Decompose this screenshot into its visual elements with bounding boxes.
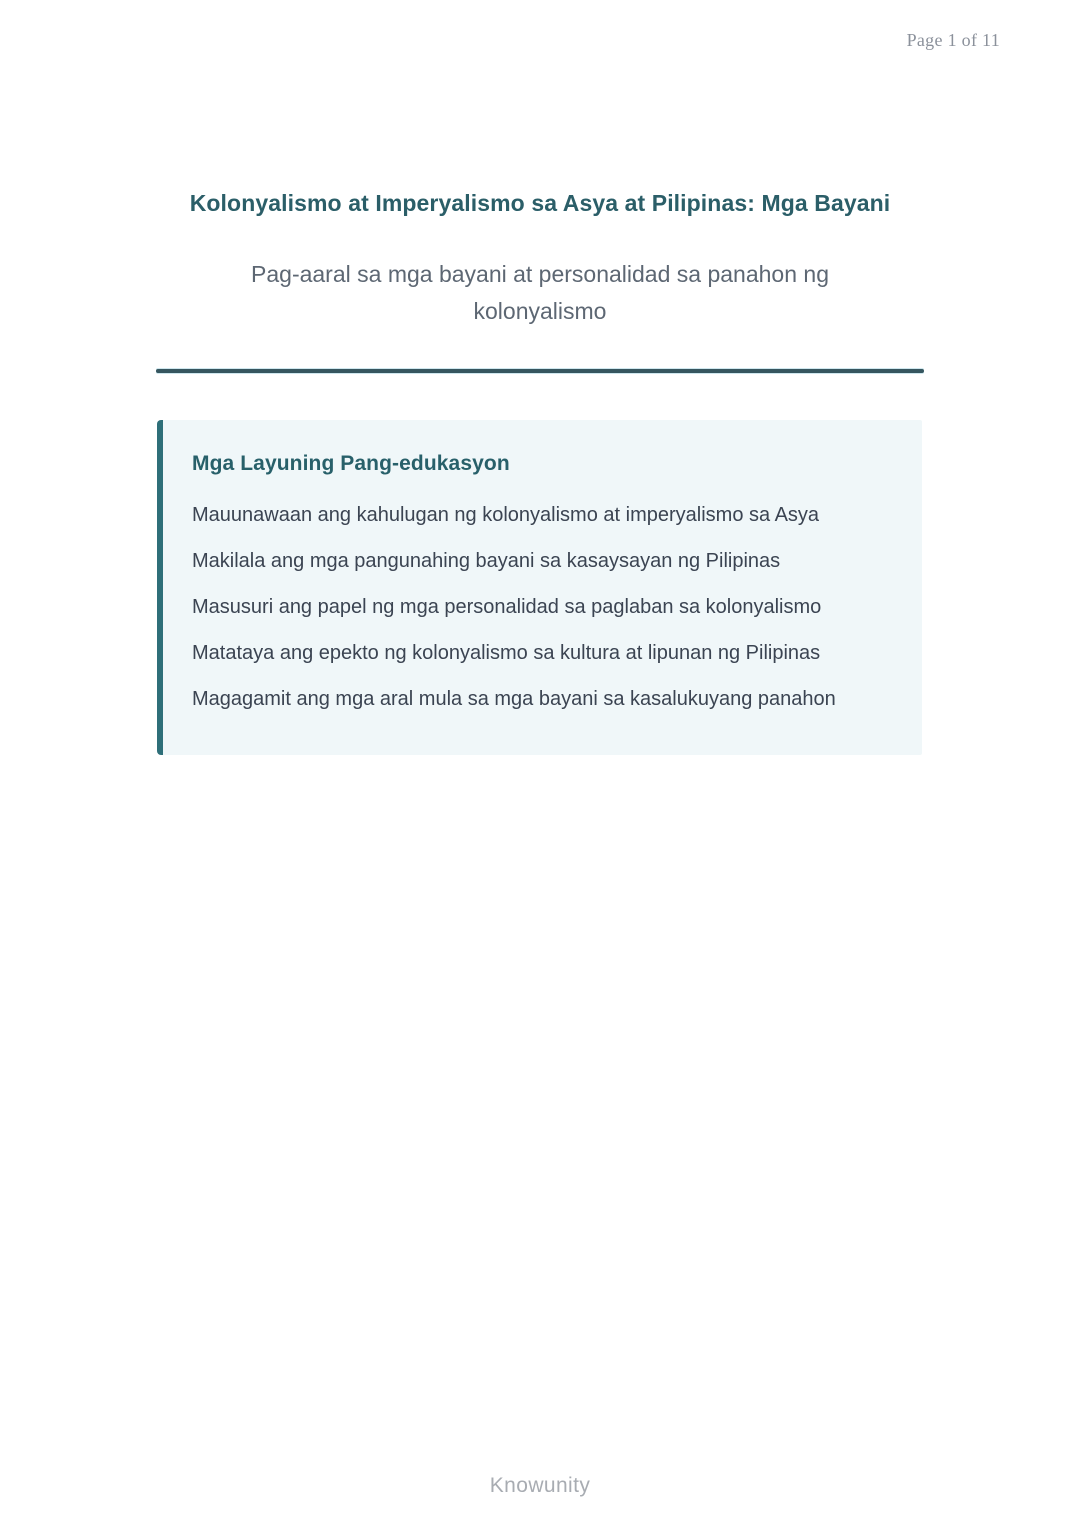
section-divider [156,369,924,373]
page-indicator: Page 1 of 11 [906,30,1000,50]
objective-item: Masusuri ang papel ng mga personalidad sa paglaban sa kolonyalismo [192,596,822,618]
objective-item: Mauunawaan ang kahulugan ng kolonyalismo at imperyalismo sa Asya [192,504,820,526]
objective-item: Makilala ang mga pangunahing bayani sa kasaysayan ng Pilipinas [192,550,781,572]
objectives-heading: Mga Layuning Pang-edukasyon [192,452,510,475]
document-title: Kolonyalismo at Imperyalismo sa Asya at Pilipinas: Mga Bayani [189,190,891,216]
footer-brand: Knowunity [489,1474,591,1497]
document-subtitle: Pag-aaral sa mga bayani at personalidad sa panahon ng kolonyalismo [251,261,829,324]
objective-item: Magagamit ang mga aral mula sa mga bayani sa kasalukuyang panahon [192,688,836,710]
objective-item: Matataya ang epekto ng kolonyalismo sa kultura at lipunan ng Pilipinas [192,642,821,664]
objectives-box [157,420,922,755]
